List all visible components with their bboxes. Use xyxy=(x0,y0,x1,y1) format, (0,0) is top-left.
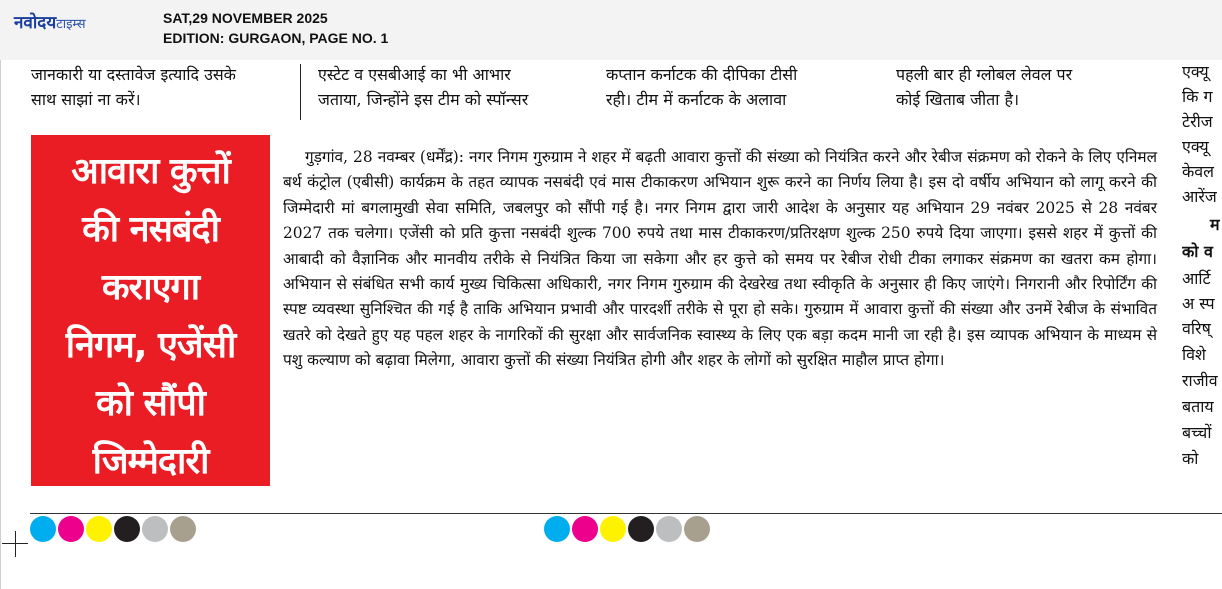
column-line: साथ साझां ना करें। xyxy=(31,90,141,109)
column-fragment: म xyxy=(1210,215,1220,234)
column-fragment: केवल xyxy=(1182,162,1215,181)
column-fragment: वरिष् xyxy=(1182,319,1211,338)
column-fragment: कि ग xyxy=(1182,87,1213,106)
column-line: जताया, जिन्होंने इस टीम को स्पॉन्सर xyxy=(318,90,529,109)
headline-line: निगम, एजेंसी xyxy=(65,325,236,366)
newspaper-logo[interactable] xyxy=(14,10,86,33)
headline-line: कराएगा xyxy=(101,267,200,308)
headline-line: जिम्मेदारी xyxy=(92,441,209,482)
column-fragment: विशे xyxy=(1182,345,1206,364)
logo-main-text: नवोदय xyxy=(14,13,57,33)
previous-column-3 xyxy=(606,62,797,112)
registration-marks-right xyxy=(544,516,712,542)
registration-dot xyxy=(170,516,196,542)
registration-dot xyxy=(572,516,598,542)
headline-line: को सौंपी xyxy=(96,383,205,424)
column-fragment: बच्चों xyxy=(1182,423,1212,442)
column-fragment: राजीव xyxy=(1182,371,1218,390)
column-line: रही। टीम में कर्नाटक के अलावा xyxy=(606,90,787,109)
headline-box xyxy=(31,135,270,486)
previous-column-2 xyxy=(318,62,528,112)
column-line: कप्तान कर्नाटक की दीपिका टीसी xyxy=(606,65,798,84)
page-edge xyxy=(0,60,1,589)
registration-dot xyxy=(684,516,710,542)
registration-dot xyxy=(600,516,626,542)
column-fragment: आरेंज xyxy=(1182,187,1217,206)
column-divider xyxy=(300,64,301,120)
column-fragment: आर्टि xyxy=(1182,269,1211,288)
column-line: जानकारी या दस्तावेज इत्यादि उसके xyxy=(31,65,236,84)
edition-date: SAT,29 NOVEMBER 2025 xyxy=(163,10,328,26)
registration-dot xyxy=(656,516,682,542)
next-column-fragment xyxy=(1182,60,1222,490)
registration-dot xyxy=(628,516,654,542)
registration-dot xyxy=(58,516,84,542)
article-body: गुड़गांव, 28 नवम्बर (धर्मेंद्र): नगर निगम गुरुग्राम ने शहर में बढ़ती आवारा कुत्तों की संख्या को नियंत्रित करने और रेबीज संक्रमण को रोकने के लिए एनिमल बर्थ कंट्रोल (एबीसी) कार्यक्रम के तहत व्यापक नसबंदी एवं मास टीकाकरण अभियान शुरू करने का निर्णय लिया है। इस दो वर्षीय अभियान को लागू करने की जिम्मेदारी मां बगलामुखी सेवा समिति, जबलपुर को सौंपी गई है। नगर निगम द्वारा जारी आदेश के अनुसार यह अभियान 29 नवंबर 2025 से 28 नवंबर 2027 तक चलेगा। एजेंसी को प्रति कुत्ता नसबंदी शुल्क 700 रुपये तथा मास टीकाकरण/प्रतिरक्षण शुल्क 250 रुपये दिया जाएगा। इससे शहर में कुत्तों की आबादी को वैज्ञानिक और मानवीय तरीके से नियंत्रित किया जा सकेगा और हर कुत्ते को समय पर रेबीज रोधी टीका लगाकर संक्रमण का खतरा कम होगा। अभियान से संबंधित सभी कार्य मुख्य चिकित्सा अधिकारी, नगर निगम गुरुग्राम की देखरेख तथा स्वीकृति के अनुसार ही किए जाएंगे। निगरानी और रिपोर्टिंग की स्पष्ट व्यवस्था सुनिश्चित की गई है ताकि अभियान प्रभावी और पारदर्शी तरीके से पूरा हो सके। गुरुग्राम में आवारा कुत्तों की संख्या और उनमें रेबीज के संभावित खतरे को देखते हुए यह पहल शहर के नागरिकों की सुरक्षा और सार्वजनिक स्वास्थ्य के लिए एक बड़ा कदम मानी जा रही है। इस व्यापक अभियान के माध्यम से पशु कल्याण को बढ़ावा मिलेगा, आवारा कुत्तों की संख्या नियंत्रित होगी और शहर के लोगों को सुरक्षित माहौल प्राप्त होगा। xyxy=(283,148,1158,370)
bottom-rule xyxy=(30,513,1222,514)
previous-column-1 xyxy=(31,62,236,112)
edition-info: EDITION: GURGAON, PAGE NO. 1 xyxy=(163,30,389,46)
column-line: कोई खिताब जीता है। xyxy=(896,90,1020,109)
registration-dot xyxy=(142,516,168,542)
column-fragment: अ स्प xyxy=(1182,294,1215,313)
registration-dot xyxy=(544,516,570,542)
column-fragment: एक्यू xyxy=(1182,137,1209,156)
registration-dot xyxy=(86,516,112,542)
registration-marks-left xyxy=(30,516,198,542)
headline-line: की नसबंदी xyxy=(82,209,219,250)
registration-dot xyxy=(114,516,140,542)
column-fragment: एक्यू xyxy=(1182,62,1209,81)
column-fragment: को व xyxy=(1182,242,1213,261)
column-line: पहली बार ही ग्लोबल लेवल पर xyxy=(896,65,1073,84)
edition-header xyxy=(0,0,1222,60)
crop-mark-icon xyxy=(2,531,28,557)
logo-sub-text: टाइम्स xyxy=(56,17,86,32)
registration-dot xyxy=(30,516,56,542)
column-fragment: बताय xyxy=(1182,397,1214,416)
column-fragment: टेरीज xyxy=(1182,112,1213,131)
column-line: एस्टेट व एसबीआई का भी आभार xyxy=(318,65,511,84)
column-fragment: को xyxy=(1182,449,1199,468)
previous-column-4 xyxy=(896,62,1072,112)
headline-line: आवारा कुत्तों xyxy=(71,151,230,192)
